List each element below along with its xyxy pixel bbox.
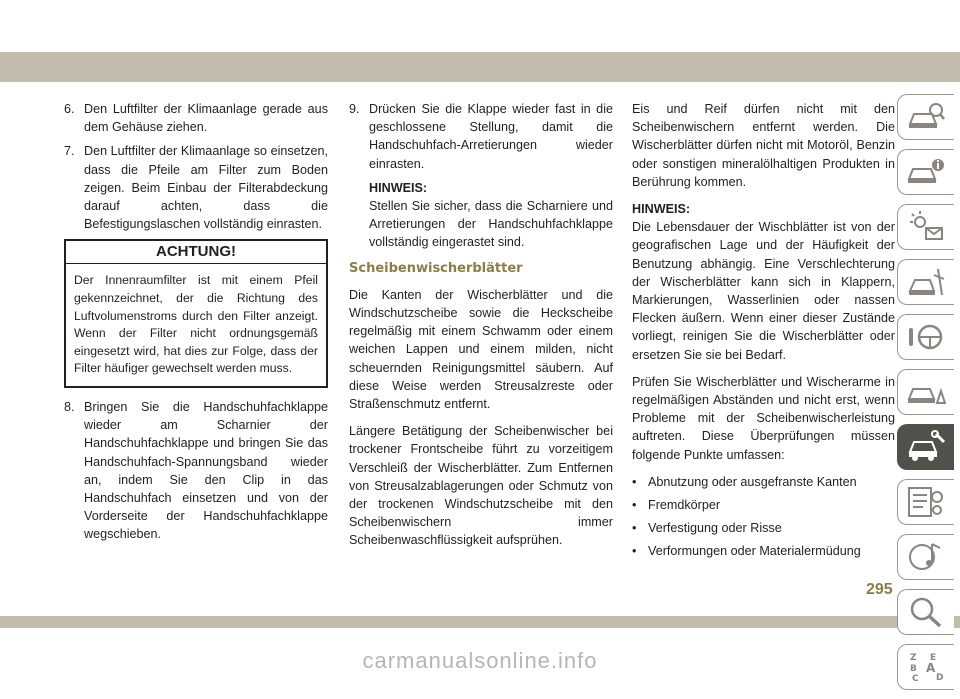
specs-icon [906,485,946,519]
bottom-band [0,616,960,628]
step-number: 7. [64,144,75,159]
search-icon [906,595,946,629]
step-8 [64,398,328,544]
note-text: Die Lebensdauer der Wischblätter ist von der geografischen Lage und der Häufigkeit der Benutzung abhängig. Eine Verschlechterung der Wischerblätter kann sich in Klappern, Markierungen, Wasserlinien oder nassen Flecken äußern. Wenn einer dieser Zustände vorliegt, reinigen Sie die Wischerblätter oder ersetzen Sie sie bei Bedarf. [632,220,895,362]
index-letter: C [912,674,919,684]
note-label: HINWEIS: [632,202,691,217]
section-title: Scheibenwischerblätter [349,260,523,276]
step-text: Den Luftfilter der Klimaanlage so einsetzen, dass die Pfeile am Filter zum Boden zeigen. Beim Einbau der Filterabdeckung darauf achten, dass die Befestigungslaschen vollständig einrasten. [84,144,328,232]
bullet-icon: • [632,544,637,559]
warning-lights-icon [906,210,946,244]
step-text: Den Luftfilter der Klimaanlage gerade aus dem Gehäuse ziehen. [84,102,328,135]
bullet-icon: • [632,521,637,536]
step-text: Bringen Sie die Handschuhfachklappe wieder am Scharnier der Handschuhfachklappe und bringen Sie das Handschuhfach-Spannungsband wieder an, indem Sie den Clip in das Handschuhfach einsetzen und von der Vorderseite der Handschuhfachklappe wegschieben. [84,399,328,542]
steering-key-icon [906,320,946,354]
paragraph: Längere Betätigung der Scheibenwischer bei trockener Frontscheibe führt zu vorzeitigem Verschleiß der Wischerblätter. Zum Entfernen von Streusalzablagerungen oder Schmutz von der trockenen Windschutzscheibe mit den Scheibenwischern immer Scheibenwaschflüssigkeit aufsprühen. [349,424,613,548]
step-number: 9. [349,102,360,116]
breakdown-icon [906,375,946,409]
seat-safety-icon [906,265,946,299]
list-item [632,519,895,537]
paragraph: Die Kanten der Wischerblätter und die Windschutzscheibe sowie die Heckscheibe regelmäßig mit einem Schwamm oder einem weichen Lappen und einem milden, nicht scheuernden Reinigungsmittel säubern. Auf diese Weise werden Streusalzreste oder Straßenschmutz entfernt. [349,287,613,412]
index-letter: B [910,664,917,674]
step-6 [64,100,328,136]
tab-search[interactable] [897,589,954,635]
note-text: Stellen Sie sicher, dass die Scharniere und Arretierungen der Handschuhfachklappe vollständig eingerastet sind. [369,199,613,250]
list-item-text: Verfestigung oder Risse [648,521,782,536]
list-item [632,542,895,560]
tab-car-search[interactable] [897,94,954,140]
chapter-tabs [897,94,960,699]
bullet-icon: • [632,474,637,489]
note-label: HINWEIS: [369,180,428,195]
tab-multimedia[interactable] [897,534,954,580]
index-letter: Z [910,653,917,663]
list-item-text: Verformungen oder Materialermüdung [648,544,861,559]
index-letter: A [926,661,936,675]
page-number: 295 [866,581,893,598]
list-item [632,496,895,514]
list-item [632,473,895,491]
tab-service[interactable] [897,424,954,470]
multimedia-icon [906,540,946,574]
index-letter: E [930,653,937,663]
top-band [0,52,960,82]
paragraph: Eis und Reif dürfen nicht mit den Scheibenwischern entfernt werden. Die Wischerblätter dürfen nicht mit Motoröl, Benzin oder sonstigen mineralölhaltigen Produkten in Berührung kommen. [632,102,895,189]
warning-title: ACHTUNG! [66,241,326,264]
step-number: 8. [64,399,75,414]
tab-warning-lights[interactable] [897,204,954,250]
tab-specs[interactable] [897,479,954,525]
column-left [64,100,328,550]
warning-box [64,239,328,388]
step-number: 6. [64,102,75,116]
watermark: carmanualsonline.info [362,648,598,673]
tab-breakdown[interactable] [897,369,954,415]
step-9 [349,100,613,173]
step-text: Drücken Sie die Klappe wieder fast in die geschlossene Stellung, damit die Handschuhfach-Arretierungen wieder einrasten. [369,102,613,171]
car-info-icon [906,155,946,189]
car-search-icon [906,100,946,134]
bullet-icon: • [632,498,637,513]
service-icon [906,430,946,464]
note-box [369,179,613,252]
warning-text: Der Innenraumfilter ist mit einem Pfeil gekennzeichnet, der die Richtung des Luftvolumenstroms durch den Filter anzeigt. Wenn der Filter nicht ordnungsgemäß eingesetzt wird, hat dies zur Folge, dass der Filter häufiger gewechselt werden muss. [74,273,318,376]
tab-seat-safety[interactable] [897,259,954,305]
step-7 [64,142,328,233]
tab-steering-key[interactable] [897,314,954,360]
column-middle [349,100,613,559]
list-item-text: Fremdkörper [648,498,721,513]
column-right [632,100,895,566]
index-letter: D [936,673,944,683]
tab-car-info[interactable] [897,149,954,195]
list-item-text: Abnutzung oder ausgefranste Kanten [648,474,857,489]
paragraph: Prüfen Sie Wischerblätter und Wischerarme in regelmäßigen Abständen und nicht erst, wenn Probleme mit der Scheibenwischerleistung auftreten. Diese Überprüfungen müssen folgende Punkte umfassen: [632,374,895,462]
